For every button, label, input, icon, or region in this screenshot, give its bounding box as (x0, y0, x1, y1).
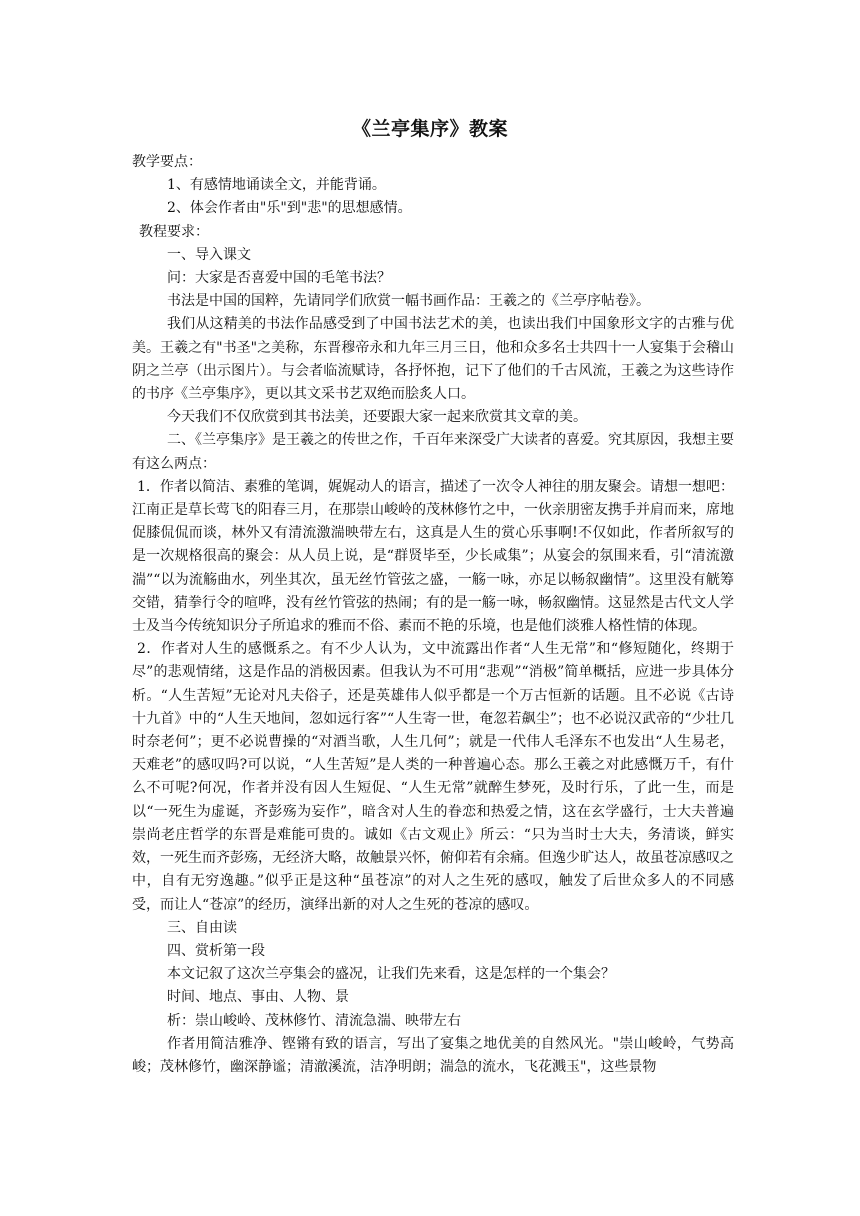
paragraph: 四、赏析第一段 (167, 942, 265, 959)
document-title: 《兰亭集序》教案 (351, 118, 508, 140)
paragraph: 教学要点： (132, 154, 202, 170)
paragraph: 1．作者以简洁、素雅的笔调，娓娓动人的语言，描述了一次令人神往的朋友聚会。请想一想吧：江南正是草长莺飞的阳春三月，在那崇山峻岭的茂林修竹之中，一伙亲朋密友携手并肩而来，席地促膝侃侃而谈，林外又有清流激湍映带左右，这真是人生的赏心乐事啊!不仅如此，作者所叙写的是一次规格很高的聚会：从人员上说，是“群贤毕至，少长咸集”；从宴会的氛围来看，引“清流激湍”“以为流觞曲水，列坐其次，虽无丝竹管弦之盛，一觞一咏，亦足以畅叙幽情”。这里没有觥筹交错，猜拳行令的喧哗，没有丝竹管弦的热闹；有的是一觞一咏，畅叙幽情。这显然是古代文人学士及当今传统知识分子所追求的雅而不俗、素而不艳的乐境，也是他们淡雅人格性情的体现。 (132, 478, 734, 635)
paragraph: 我们从这精美的书法作品感受到了中国书法艺术的美，也读出我们中国象形文字的古雅与优美。王羲之有"书圣"之美称，东晋穆帝永和九年三月三日，他和众多名士共四十一人宴集于会稽山阴之兰亭（出示图片）。与会者临流赋诗，各抒怀抱，记下了他们的千古风流，王羲之为这些诗作的书序《兰亭集序》，更以其文采书艺双绝而脍炙人口。 (132, 316, 734, 403)
paragraph: 教程要求： (139, 223, 209, 240)
paragraph: 作者用简洁雅净、铿锵有致的语言，写出了宴集之地优美的自然风光。"崇山峻岭，气势高峻；茂林修竹，幽深静谧；清澈溪流，洁净明朗；湍急的流水，飞花溅玉"，这些景物 (132, 1035, 734, 1075)
paragraph: 一、导入课文 (167, 246, 251, 263)
paragraph: 1、有感情地诵读全文，并能背诵。 (167, 177, 386, 194)
document-body (132, 151, 734, 1079)
paragraph: 本文记叙了这次兰亭集会的盛况，让我们先来看，这是怎样的一个集会？ (167, 966, 615, 983)
paragraph: 问：大家是否喜爱中国的毛笔书法？ (167, 270, 391, 287)
paragraph: 今天我们不仅欣赏到其书法美，还要跟大家一起来欣赏其文章的美。 (167, 409, 587, 426)
paragraph: 时间、地点、事由、人物、景 (167, 989, 349, 1006)
paragraph: 书法是中国的国粹，先请同学们欣赏一幅书画作品：王羲之的《兰亭序帖卷》。 (167, 293, 650, 310)
paragraph: 析：崇山峻岭、茂林修竹、清流急湍、映带左右 (167, 1012, 461, 1029)
paragraph: 2、体会作者由"乐"到"悲"的思想感情。 (167, 200, 412, 217)
paragraph: 2．作者对人生的感慨系之。有不少人认为，文中流露出作者“人生无常”和“修短随化，终期于尽”的悲观情绪，这是作品的消极因素。但我认为不可用“悲观”“消极”简单概括，应进一步具体分析。“人生苦短”无论对凡夫俗子，还是英雄伟人似乎都是一个万古恒新的话题。且不必说《古诗十九首》中的“人生天地间，忽如远行客”“人生寄一世，奄忽若飙尘”；也不必说汉武帝的“少壮几时奈老何”；更不必说曹操的“对酒当歌，人生几何”；就是一代伟人毛泽东不也发出“人生易老，天难老”的感叹吗?可以说，“人生苦短”是人类的一种普遍心态。那么王羲之对此感慨万千，有什么不可呢?何况，作者并没有因人生短促、“人生无常”就醉生梦死，及时行乐，了此一生，而是以“一死生为虚诞，齐彭殇为妄作”，暗含对人生的眷恋和热爱之情，这在玄学盛行，士大夫普遍崇尚老庄哲学的东晋是难能可贵的。诚如《古文观止》所云：“只为当时士大夫，务清谈，鲜实效，一死生而齐彭殇，无经济大略，故触景兴怀，俯仰若有余痛。但逸少旷达人，故虽苍凉感叹之中，自有无穷逸趣。”似乎正是这种“虽苍凉”的对人之生死的感叹，触发了后世众多人的不同感受，而让人“苍凉”的经历，演绎出新的对人之生死的苍凉的感叹。 (132, 641, 734, 913)
paragraph: 二、《兰亭集序》是王羲之的传世之作，千百年来深受广大读者的喜爱。究其原因，我想主要有这么两点： (132, 432, 734, 472)
paragraph: 三、自由读 (167, 919, 237, 936)
